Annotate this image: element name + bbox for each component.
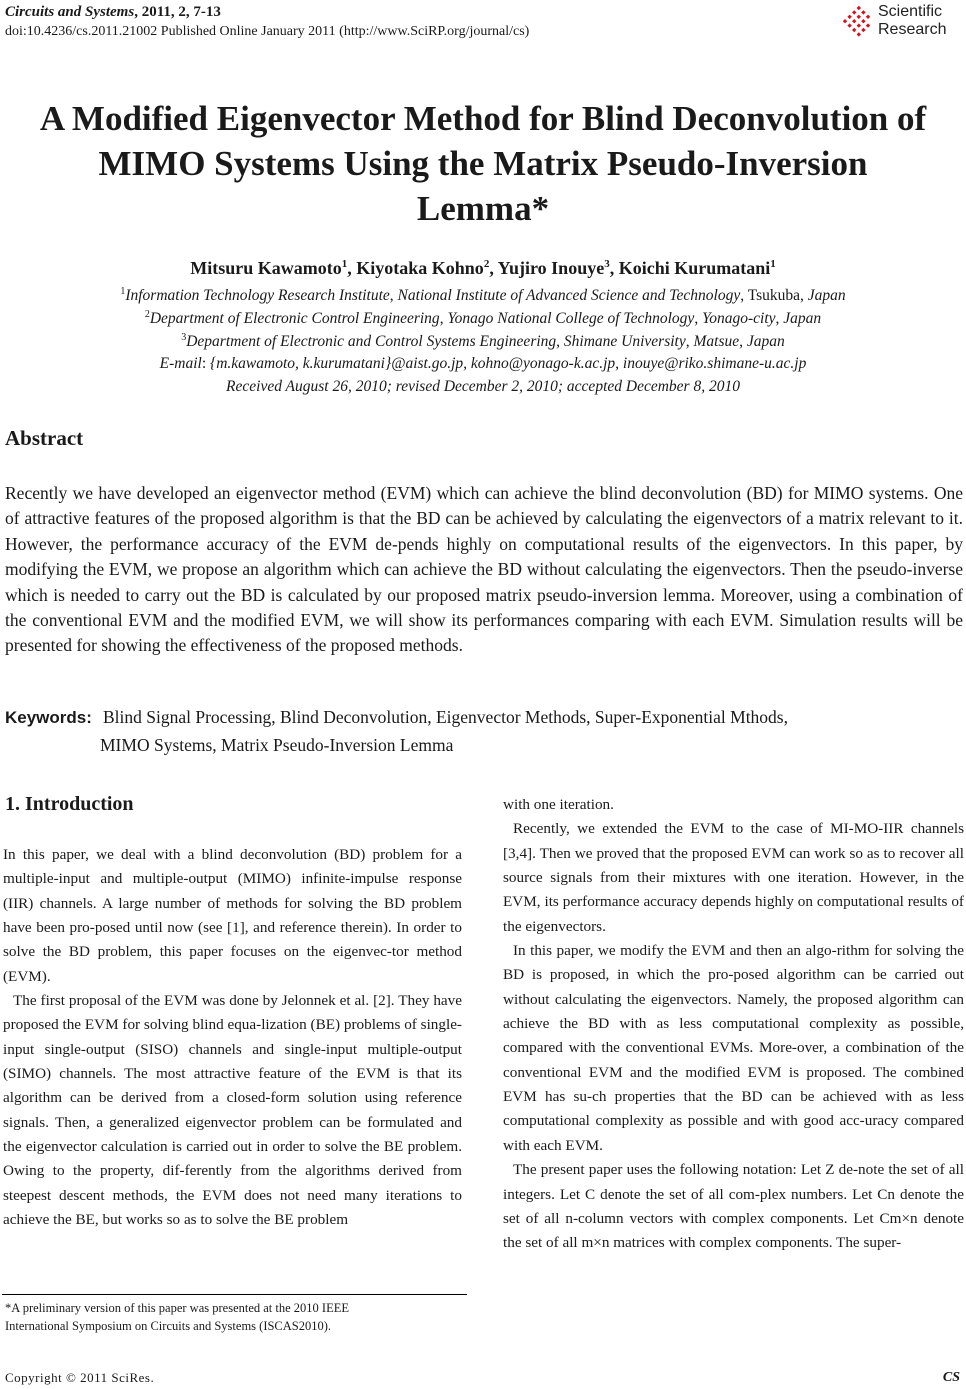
affiliation-city: Matsue <box>693 333 740 351</box>
affiliation-3: $^3$Department of Electronic and Control Systems Engineering, Shimane University, Matsue, Japan <box>181 332 785 351</box>
affiliation-2: $^2$Department of Electronic Control Engineering, Yonago National College of Technology, Yonago-city, Japan <box>144 309 822 328</box>
volume-pages: , 2011, 2, 7-13 <box>134 4 221 20</box>
logo-mark-icon <box>842 5 876 39</box>
affiliation-country: Japan <box>807 287 846 305</box>
affiliation-inst: National Institute of Advanced Science and Technology <box>397 287 741 305</box>
author-affiliation-mark: 1 <box>770 258 776 270</box>
affiliation-mark: 3 <box>181 332 187 343</box>
logo-diamond <box>852 19 856 23</box>
abstract-text: Recently we have developed an eigenvector method (EVM) which can achieve the blind deconvolution (BD) for MIMO systems. One of attractive features of the proposed algorithm is that the BD can be achieved by calculating the eigenvectors of a matrix relevant to it. However, the performance accuracy of the EVM de-pends highly on computational results of the eigenvectors. In this paper, by modifying the EVM, we propose an algorithm which can achieve the BD without calculating the eigenvectors. Then the pseudo-inverse which is needed to carry out the BD is calculated by our proposed matrix pseudo-inversion lemma. Moreover, using a combination of the conventional EVM and the modified EVM, we will show its performances comparing with each EVM. Simulation results will be presented for showing the effectiveness of the proposed methods. <box>5 483 963 656</box>
footnote-line-1: *A preliminary version of this paper was presented at the 2010 IEEE <box>5 1301 350 1315</box>
footnote <box>5 1299 349 1335</box>
affiliation-dept: Department of Electronic and Control Systems Engineering <box>186 333 557 351</box>
abstract-heading: Abstract <box>5 426 84 450</box>
logo-text-line1: Scientific <box>878 3 943 20</box>
author-name: Koichi Kurumatani <box>618 258 771 278</box>
doi-line: doi:10.4236/cs.2011.21002 Published Online January 2011 (http://www.SciRP.org/journal/cs) <box>5 24 530 39</box>
author-name: Kiyotaka Kohno <box>356 258 484 278</box>
email-addresses[interactable]: {m.kawamoto, k.kurumatani}@aist.go.jp, kohno@yonago-k.ac.jp, inouye@riko.shimane-u.ac.jp <box>210 355 807 372</box>
affiliation-mark: 1 <box>120 286 126 297</box>
logo-diamond <box>857 15 861 19</box>
paragraph: In this paper, we modify the EVM and then an algo-rithm for solving the BD is proposed, in which the pro-posed algorithm can be carried out without calculating the eigenvectors. Namely, the proposed algorithm can achieve the BD with as less computational complexity as possible, compared with the conventional EVMs. More-over, a combination of the conventional EVM and the modified EVM is proposed. The combined EVM has su-ch properties that the BD can be achieved with as less computational complexity as possible and with good acc-uracy compared with each EVM. <box>503 942 964 1154</box>
affiliation-dept: Information Technology Research Institute <box>125 287 390 305</box>
author-separator: , <box>609 258 619 278</box>
logo-diamond <box>857 23 861 27</box>
logo-text-line2: Research <box>878 21 947 38</box>
affiliation-dept: Department of Electronic Control Engineering <box>149 310 440 328</box>
logo-diamond <box>857 6 861 10</box>
title-line-1: A Modified Eigenvector Method for Blind Deconvolution of <box>39 99 927 138</box>
affiliation-country: Japan <box>783 310 822 328</box>
paragraph: The first proposal of the EVM was done by Jelonnek et al. [2]. They have proposed the EVM for solving blind equa-lization (BE) problems of single-input single-output (SISO) channels and single-input multiple-output (SIMO) channels. The most attractive feature of the EVM is that its algorithm can be derived from a closed-form solution using reference signals. Then, a generalized eigenvector problem can be formulated and the eigenvector calculation is carried out in order to solve the BE problem. Owing to the property, dif-ferently from the algorithms derived from steepest descent methods, the EVM does not need many iterations to achieve the BE, but works so as to solve the BE problem <box>3 992 462 1229</box>
keywords-line-2: MIMO Systems, Matrix Pseudo-Inversion Lemma <box>100 735 454 755</box>
paragraph: The present paper uses the following notation: Let Z de-note the set of all integers. Let C denote the set of all com-plex numbers. Let Cn denote the set of all n-column vectors with complex components. Let Cm×n denote the set of all m×n matrices with complex components. The super- <box>503 1161 964 1252</box>
email-line: E-mail: {m.kawamoto, k.kurumatani}@aist.go.jp, kohno@yonago-k.ac.jp, inouye@riko.shimane-u.ac.jp <box>159 355 807 372</box>
author-name: Mitsuru Kawamoto <box>190 258 342 278</box>
keywords-line-1: Blind Signal Processing, Blind Deconvolution, Eigenvector Methods, Super-Exponential Mthods, <box>103 707 788 727</box>
logo-diamond <box>852 10 856 14</box>
author-separator: , <box>347 258 357 278</box>
footnote-line-2: International Symposium on Circuits and Systems (ISCAS2010). <box>5 1319 332 1333</box>
affiliation-mark: 2 <box>144 309 150 320</box>
logo-diamond <box>847 23 851 27</box>
affiliation-1: $^1$Information Technology Research Institute, National Institute of Advanced Science and Technology, Tsukuba, Japan <box>120 286 846 305</box>
logo-diamond <box>843 19 847 23</box>
keywords-label: Keywords: <box>5 708 92 727</box>
affiliation-inst: Yonago National College of Technology <box>447 310 695 328</box>
received-dates: Received August 26, 2010; revised December 2, 2010; accepted December 8, 2010 <box>226 378 740 395</box>
logo-diamond <box>852 28 856 32</box>
affiliation-country: Japan <box>746 333 785 351</box>
logo-text <box>878 3 946 39</box>
logo-diamond <box>861 10 865 14</box>
author-affiliation-mark: 1 <box>341 258 348 270</box>
logo-diamond <box>861 28 865 32</box>
journal-citation <box>5 4 221 21</box>
paragraph: In this paper, we deal with a blind deconvolution (BD) problem for a multiple-input and multiple-output (MIMO) infinite-impulse response (IIR) channels. A large number of methods for solving the BD problem have been pro-posed until now (see [1], and reference therein). In order to solve the BD problem, this paper focuses on the eigenvec-tor method (EVM). <box>3 846 462 985</box>
paper-title <box>0 96 966 231</box>
paragraph: Recently, we extended the EVM to the case of MI-MO-IIR channels [3,4]. Then we proved that the proposed EVM can work so as to recover all source signals from their mixtures with one iteration. However, in the EVM, its performance accuracy depends highly on computational results of the eigenvectors. <box>503 820 964 935</box>
section-heading: 1. Introduction <box>5 793 134 815</box>
logo-diamond <box>866 23 870 27</box>
author-name: Yujiro Inouye <box>497 258 605 278</box>
right-column <box>503 793 964 1256</box>
author-separator: , <box>489 258 498 278</box>
left-column <box>3 843 462 1233</box>
affiliation-city: Tsukuba <box>747 287 801 305</box>
logo-diamond <box>866 15 870 19</box>
journal-name: Circuits and Systems <box>5 4 135 20</box>
email-label: E-mail <box>159 355 202 372</box>
title-line-2: MIMO Systems Using the Matrix Pseudo-Inversion <box>98 144 868 183</box>
copyright-notice: Copyright © 2011 SciRes. <box>5 1370 155 1385</box>
journal-abbreviation: CS <box>942 1370 960 1385</box>
author-affiliation-mark: 2 <box>483 258 490 270</box>
title-line-3: Lemma* <box>416 189 550 228</box>
author-list <box>0 258 966 279</box>
affiliation-city: Yonago-city <box>702 310 776 328</box>
publisher-logo <box>842 2 960 42</box>
paragraph: with one iteration. <box>503 796 614 813</box>
footnote-divider <box>2 1294 467 1295</box>
logo-diamond <box>847 15 851 19</box>
logo-diamond <box>857 32 861 36</box>
affiliation-inst: Shimane University <box>563 333 686 351</box>
author-affiliation-mark: 3 <box>604 258 610 270</box>
logo-diamond <box>861 19 865 23</box>
